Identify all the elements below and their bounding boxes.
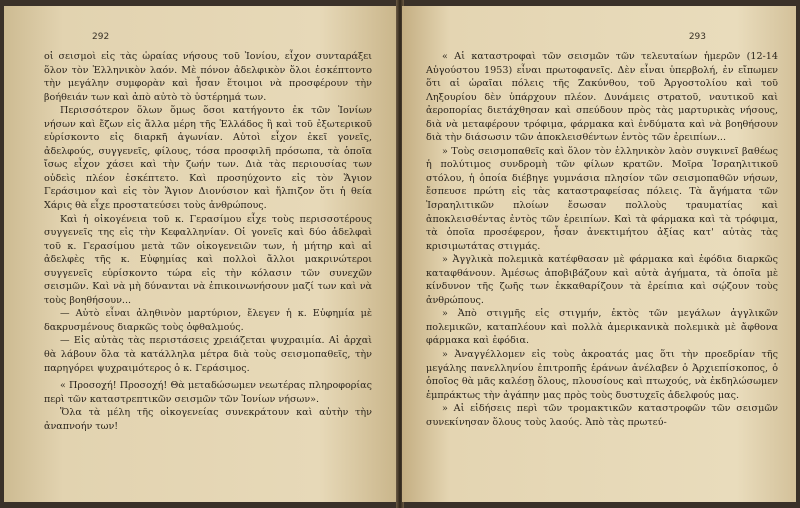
paragraph: » Ἀπὸ στιγμῆς εἰς στιγμήν, ἐκτὸς τῶν μεγάλων ἀγγλικῶν πολεμικῶν, καταπλέουν καὶ πολλὰ ἀμερικανικὰ πολεμικὰ μὲ ἄφθονα φάρμακα καὶ ἐφόδια.	[426, 308, 778, 347]
paragraph: οἱ σεισμοὶ εἰς τὰς ὡραίας νήσους τοῦ Ἰονίου, εἶχον συνταράξει ὅλον τὸν Ἑλληνικὸν λαόν. Μὲ πόνον ἀδελφικὸν ὅλοι ἐσκέπτοντο τὴν μεγάλην συμφορὰν καὶ ἦσαν ἕτοιμοι νὰ προσφέρουν τὴν βοήθειάν των καὶ ἀπὸ αὐτὸ τὸ ὑστέρημά των.	[44, 51, 372, 103]
page-number-left: 292	[92, 32, 110, 42]
left-page-text	[44, 50, 372, 433]
paragraph: « Προσοχή! Προσοχή! Θὰ μεταδώσωμεν νεωτέρας πληροφορίας περὶ τῶν καταστρεπτικῶν σεισμῶν τῶν Ἰονίων νήσων».	[44, 380, 372, 405]
paragraph: Ὅλα τὰ μέλη τῆς οἰκογενείας συνεκράτουν καὶ αὐτὴν τὴν ἀναπνοήν των!	[44, 407, 372, 432]
paragraph: » Αἱ εἰδήσεις περὶ τῶν τρομακτικῶν καταστροφῶν τῶν σεισμῶν συνεκίνησαν ὅλους τοὺς λαούς. Ἀπὸ τὰς πρωτεύ-	[426, 403, 778, 428]
page-number-right: 293	[688, 32, 706, 42]
paragraph: — Αὐτὸ εἶναι ἀληθινὸν μαρτύριον, ἔλεγεν ἡ κ. Εὐφημία μὲ δακρυσμένους διαρκῶς τοὺς ὀφθαλμούς.	[44, 308, 372, 333]
paragraph: » Τοὺς σεισμοπαθεῖς καὶ ὅλον τὸν ἑλληνικὸν λαὸν συγκινεῖ βαθέως ἡ πολύτιμος συνδρομὴ τῶν φίλων κρατῶν. Μοῖρα Ἰσραηλιτικοῦ στόλου, ἡ ὁποία διέβηγε γυμνάσια πλησίον τῶν σεισμοπαθῶν νήσων, ἔσπευσε πρώτη εἰς τὰς καταστραφείσας πόλεις. Τὰ ἄγήματα τῶν Ἰσραηλιτικῶν πλοίων ἔσωσαν πολλοὺς τραυματίας καὶ ἀποκλεισθέντας ἐντὸς τῶν ἐρειπίων. Καὶ τὰ φάρμακα καὶ τὰ τρόφιμα, τὰ ὁποῖα προσέφερον, ἦσαν ἀνεκτιμήτου ἀξίας κατ' αὐτὰς τὰς κρισιμωτάτας στιγμάς.	[426, 145, 778, 252]
paragraph: » Ἀγγλικὰ πολεμικὰ κατέφθασαν μὲ φάρμακα καὶ ἐφόδια διαρκῶς καταφθάνουν. Ἀμέσως ἀποβιβάζουν καὶ αὐτὰ ἀγήματα, τὰ ὁποῖα μὲ κίνδυνον τῆς ζωῆς των ἐκκαθαρίζουν τὰ ἐρείπια καὶ σῴζουν τοὺς ἀνθρώπους.	[426, 254, 778, 306]
paragraph: « Αἱ καταστροφαὶ τῶν σεισμῶν τῶν τελευταίων ἡμερῶν (12-14 Αὐγούστου 1953) εἶναι πρωτοφανεῖς. Δὲν εἶναι ὑπερβολή, ἐν εἴπωμεν ὅτι αἱ ὡραῖαι πόλεις τῆς Ζακύνθου, τοῦ Ἀργοστολίου καὶ τοῦ Ληξουρίου δὲν ὑπάρχουν πλέον. Δυνάμεις στρατοῦ, ναυτικοῦ καὶ ἀεροπορίας διετάχθησαν καὶ σπεύδουν πρὸς τὰς μαρτυρικὰς νήσους, διὰ νὰ μεταφέρουν τρόφιμα, φάρμακα καὶ ἐνδύματα καὶ νὰ βοηθήσουν διὰ τὴν διάσωσιν τῶν ἀποκλεισθέντων ἐντὸς τῶν ἐρειπίων...	[426, 51, 778, 144]
right-page-text	[426, 50, 778, 429]
paragraph: — Εἰς αὐτὰς τὰς περιστάσεις χρειάζεται ψυχραιμία. Αἱ ἀρχαὶ θὰ λάβουν ὅλα τὰ κατάλληλα μέτρα διὰ τοὺς σεισμοπαθεῖς, τὴν παρηγόρει ψυχραιμότερος ὁ κ. Γεράσιμος.	[44, 335, 372, 374]
paragraph: Περισσότερον ὅλων ὅμως ὅσοι κατήγοντο ἐκ τῶν Ἰονίων νήσων καὶ ἔζων εἰς ἄλλα μέρη τῆς Ἑλλάδος ἢ καὶ τοῦ ἐξωτερικοῦ εὑρίσκοντο εἰς διαρκῆ ἀγωνίαν. Αὐτοὶ εἶχον ἐκεῖ γονεῖς, ἀδελφούς, συγγενεῖς, φίλους, τόσα προσφιλῆ πρόσωπα, τὰ ὁποῖα ἴσως εἶχον χάσει καὶ τὴν ζωήν των. Διὰ τὰς περιουσίας των οὐδεὶς πλέον ἐσκέπτετο. Καὶ προσηύχοντο εἰς τὸν Ἅγιον Γεράσιμον καὶ εἰς τὸν Ἅγιον Διονύσιον καὶ ἤλπιζον ὅτι ἡ θεία Χάρις θὰ εἶχε προστατεύσει τοὺς ἀνθρώπους.	[44, 105, 372, 212]
paragraph: Καὶ ἡ οἰκογένεια τοῦ κ. Γερασίμου εἶχε τοὺς περισσοτέρους συγγενεῖς της εἰς τὴν Κεφαλληνίαν. Οἱ γονεῖς καὶ δύο ἀδελφαὶ τοῦ κ. Γερασίμου μετὰ τῶν οἰκογενειῶν των, ἡ μήτηρ καὶ αἱ ἀδελφὲς τῆς κ. Εὐφημίας καὶ πολλοὶ ἄλλοι μακρινώτεροι συγγενεῖς εὑρίσκοντο τώρα εἰς τὴν κόλασιν τῶν συνεχῶν σεισμῶν. Καὶ νὰ μὴ δύνανται νὰ ἐπικοινωνήσουν μαζί των καὶ νὰ τοὺς βοηθήσουν...	[44, 213, 372, 306]
right-page	[402, 6, 796, 502]
paragraph: » Ἀναγγέλλομεν εἰς τοὺς ἀκροατάς μας ὅτι τὴν προεδρίαν τῆς μεγάλης πανελληνίου ἐπιτροπῆς ἐράνων ἀνέλαβεν ὁ Ἀρχιεπίσκοπος, ὁ ὁποῖος θὰ μᾶς καλέσῃ ὅλους, πλουσίους καὶ πτωχούς, νὰ ἐκδηλώσωμεν ἐμπράκτως τὴν ἀγάπην μας πρὸς τοὺς δυστυχεῖς ἀδελφούς μας.	[426, 349, 778, 401]
left-page	[4, 6, 398, 502]
